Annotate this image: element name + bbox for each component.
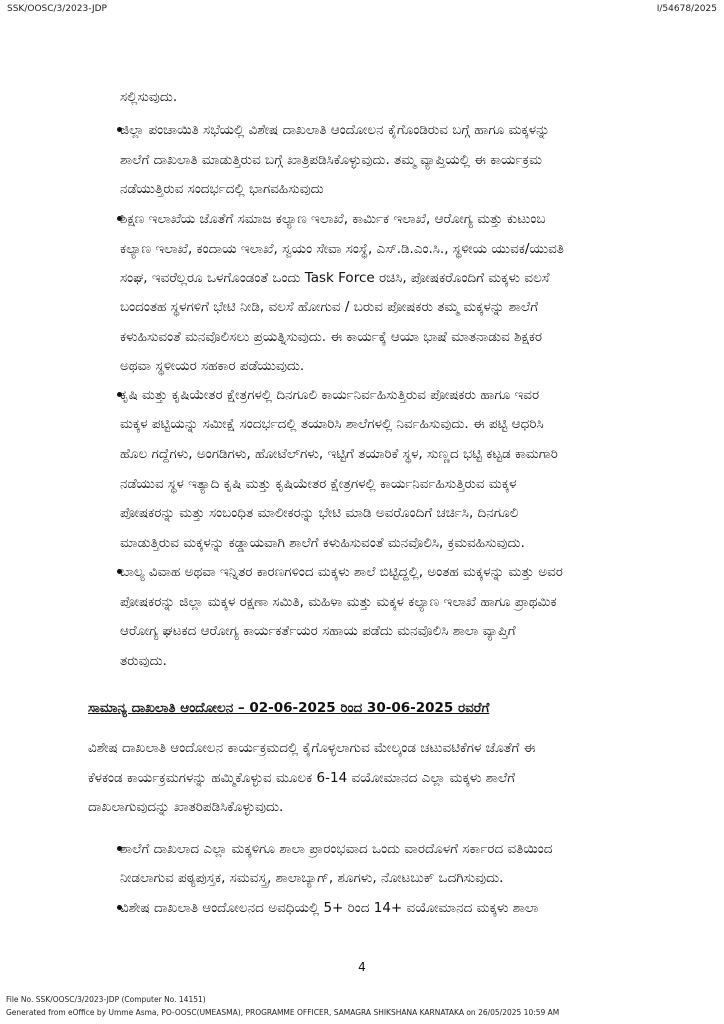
bullet-line: ಕಲ್ಯಾಣ ಇಲಾಖೆ, ಕಂದಾಯ ಇಲಾಖೆ, ಸ್ವಯಂ ಸೇವಾ ಸಂಸ್ಥೆ, ಎಸ್.ಡಿ.ಎಂ.ಸಿ., ಸ್ಥಳೀಯ ಯುವಕ/ಯುವತಿ <box>120 241 564 257</box>
bullet-line: ತರುವುದು. <box>120 653 167 669</box>
bullet-line: ಮಕ್ಕಳ ಪಟ್ಟಿಯನ್ನು ಸಮೀಕ್ಷೆ ಸಂದರ್ಭದಲ್ಲಿ ತಯಾರಿಸಿ ಶಾಲೆಗಳಲ್ಲಿ ನಿರ್ವಹಿಸುವುದು. ಈ ಪಟ್ಟಿ ಆಧರಿಸಿ <box>120 416 544 432</box>
bullet-line: ಅಥವಾ ಸ್ಥಳೀಯರ ಸಹಕಾರ ಪಡೆಯುವುದು. <box>120 358 305 374</box>
bullet-line: ಬಂದಂತಹ ಸ್ಥಳಗಳಿಗೆ ಭೇಟಿ ನೀಡಿ, ವಲಸೆ ಹೋಗುವ / ಬರುವ ಪೋಷಕರು ತಮ್ಮ ಮಕ್ಕಳನ್ನು ಶಾಲೆಗೆ <box>120 299 539 315</box>
bullet-line: ಶಾಲೆಗೆ ದಾಖಲಾದ ಎಲ್ಲಾ ಮಕ್ಕಳಿಗೂ ಶಾಲಾ ಪ್ರಾರಂಭವಾದ ಒಂದು ವಾರದೊಳಗೆ ಸರ್ಕಾರದ ವತಿಯಿಂದ <box>120 841 553 857</box>
bullet-line: ಹೊಲ ಗದ್ದೆಗಳು, ಅಂಗಡಿಗಳು, ಹೋಟೆಲ್‌ಗಳು, ಇಟ್ಟಿಗೆ ತಯಾರಿಕೆ ಸ್ಥಳ, ಸುಣ್ಣದ ಭಟ್ಟಿ ಕಟ್ಟಡ ಕಾಮಗಾರಿ <box>120 446 558 462</box>
bullet-line: ಜಿಲ್ಲಾ ಪಂಚಾಯಿತಿ ಸಭೆಯಲ್ಲಿ ವಿಶೇಷ ದಾಖಲಾತಿ ಆಂದೋಲನ ಕೈಗೊಂಡಿರುವ ಬಗ್ಗೆ ಹಾಗೂ ಮಕ್ಕಳನ್ನು <box>120 122 550 138</box>
bullet-line: ನೀಡಲಾಗುವ ಪಠ್ಯಪುಸ್ತಕ, ಸಮವಸ್ತ್ರ, ಶಾಲಾಬ್ಯಾಗ್, ಶೂಗಳು, ನೋಟಬುಕ್ ಒದಗಿಸುವುದು. <box>120 870 504 886</box>
bullet-line: ಕೃಷಿ ಮತ್ತು ಕೃಷಿಯೇತರ ಕ್ಷೇತ್ರಗಳಲ್ಲಿ ದಿನಗೂಲಿ ಕಾರ್ಯನಿರ್ವಹಿಸುತ್ತಿರುವ ಪೋಷಕರು ಹಾಗೂ ಇವರ <box>120 387 540 403</box>
bullet-line: ಪೋಷಕರನ್ನು ಜಿಲ್ಲಾ ಮಕ್ಕಳ ರಕ್ಷಣಾ ಸಮಿತಿ, ಮಹಿಳಾ ಮತ್ತು ಮಕ್ಕಳ ಕಲ್ಯಾಣ ಇಲಾಖೆ ಹಾಗೂ ಪ್ರಾಥಮಿಕ <box>120 594 557 610</box>
paragraph-line: ವಿಶೇಷ ದಾಖಲಾತಿ ಆಂದೋಲನ ಕಾರ್ಯಕ್ರಮದಲ್ಲಿ ಕೈಗೊಳ್ಳಲಾಗುವ ಮೇಲ್ಕಂಡ ಚಟುವಟಿಕೆಗಳ ಜೊತೆಗೆ ಈ <box>88 740 536 756</box>
footer-generated-note: Generated from eOffice by Umme Asma, PO-OOSC(UMEASMA), PROGRAMME OFFICER, SAMAGRA SHIKSHANA KARNATAKA on 26/05/2025 10:59 AM <box>6 1008 560 1017</box>
section-heading: ಸಾಮಾನ್ಯ ದಾಖಲಾತಿ ಆಂದೋಲನ – 02-06-2025 ರಿಂದ 30-06-2025 ರವರೆಗೆ <box>88 700 490 716</box>
continuation-text: ಸಲ್ಲಿಸುವುದು. <box>120 89 178 105</box>
paragraph-line: ದಾಖಲಾಗುವುದನ್ನು ಖಾತರಿಪಡಿಸಿಕೊಳ್ಳುವುದು. <box>88 799 284 815</box>
paragraph-line: ಕೆಳಕಂಡ ಕಾರ್ಯಕ್ರಮಗಳನ್ನು ಹಮ್ಮಿಕೊಳ್ಳುವ ಮೂಲಕ 6-14 ವಯೋಮಾನದ ಎಲ್ಲಾ ಮಕ್ಕಳು ಶಾಲೆಗೆ <box>88 770 516 786</box>
bullet-line: ಬಾಲ್ಯ ವಿವಾಹ ಅಥವಾ ಇನ್ನಿತರ ಕಾರಣಗಳಿಂದ ಮಕ್ಕಳು ಶಾಲೆ ಬಿಟ್ಟಿದ್ದಲ್ಲಿ, ಅಂತಹ ಮಕ್ಕಳನ್ನು ಮತ್ತು ಅವರ <box>120 564 563 580</box>
bullet-line: ಪೋಷಕರನ್ನು ಮತ್ತು ಸಂಬಂಧಿತ ಮಾಲೀಕರನ್ನು ಭೇಟಿ ಮಾಡಿ ಅವರೊಂದಿಗೆ ಚರ್ಚಿಸಿ, ದಿನಗೂಲಿ <box>120 505 519 521</box>
document-reference: I/54678/2025 <box>656 4 717 14</box>
bullet-line: ಕಳುಹಿಸುವಂತೆ ಮನವೊಲಿಸಲು ಪ್ರಯತ್ನಿಸುವುದು. ಈ ಕಾರ್ಯಕ್ಕೆ ಆಯಾ ಭಾಷೆ ಮಾತನಾಡುವ ಶಿಕ್ಷಕರ <box>120 329 543 345</box>
file-reference: SSK/OOSC/3/2023-JDP <box>7 4 107 14</box>
bullet-line: ನಡೆಯುವ ಸ್ಥಳ ಇತ್ಯಾದಿ ಕೃಷಿ ಮತ್ತು ಕೃಷಿಯೇತರ ಕ್ಷೇತ್ರಗಳಲ್ಲಿ ಕಾರ್ಯನಿರ್ವಹಿಸುತ್ತಿರುವ ಮಕ್ಕಳ <box>120 476 517 492</box>
bullet-line: ಮಾಡುತ್ತಿರುವ ಮಕ್ಕಳನ್ನು ಕಡ್ಡಾಯವಾಗಿ ಶಾಲೆಗೆ ಕಳುಹಿಸುವಂತೆ ಮನವೊಲಿಸಿ, ಕ್ರಮವಹಿಸುವುದು. <box>120 535 525 551</box>
bullet-line: ಆರೋಗ್ಯ ಘಟಕದ ಆರೋಗ್ಯ ಕಾರ್ಯಕರ್ತೆಯರ ಸಹಾಯ ಪಡೆದು ಮನವೊಲಿಸಿ ಶಾಲಾ ವ್ಯಾಪ್ತಿಗೆ <box>120 623 516 639</box>
bullet-line: ಸಂಘ, ಇವರೆಲ್ಲರೂ ಒಳಗೊಂಡಂತೆ ಒಂದು Task Force ರಚಿಸಿ, ಪೋಷಕರೊಂದಿಗೆ ಮಕ್ಕಳು ವಲಸೆ <box>120 270 550 286</box>
footer-file-number: File No. SSK/OOSC/3/2023-JDP (Computer No. 14151) <box>6 995 206 1004</box>
bullet-line: ನಡೆಯುತ್ತಿರುವ ಸಂದರ್ಭದಲ್ಲಿ ಭಾಗವಹಿಸುವುದು <box>120 181 324 197</box>
bullet-line: ಶಿಕ್ಷಣ ಇಲಾಖೆಯ ಜೊತೆಗೆ ಸಮಾಜ ಕಲ್ಯಾಣ ಇಲಾಖೆ, ಕಾರ್ಮಿಕ ಇಲಾಖೆ, ಆರೋಗ್ಯ ಮತ್ತು ಕುಟುಂಬ <box>120 211 546 227</box>
bullet-line: ವಿಶೇಷ ದಾಖಲಾತಿ ಆಂದೋಲನದ ಅವಧಿಯಲ್ಲಿ 5+ ರಿಂದ 14+ ವಯೋಮಾನದ ಮಕ್ಕಳು ಶಾಲಾ <box>120 900 539 916</box>
bullet-line: ಶಾಲೆಗೆ ದಾಖಲಾತಿ ಮಾಡುತ್ತಿರುವ ಬಗ್ಗೆ ಖಾತ್ರಿಪಡಿಸಿಕೊಳ್ಳುವುದು. ತಮ್ಮ ವ್ಯಾಪ್ತಿಯಲ್ಲಿ ಈ ಕಾರ್ಯಕ್ರಮ <box>120 152 542 168</box>
page-number: 4 <box>358 960 366 974</box>
